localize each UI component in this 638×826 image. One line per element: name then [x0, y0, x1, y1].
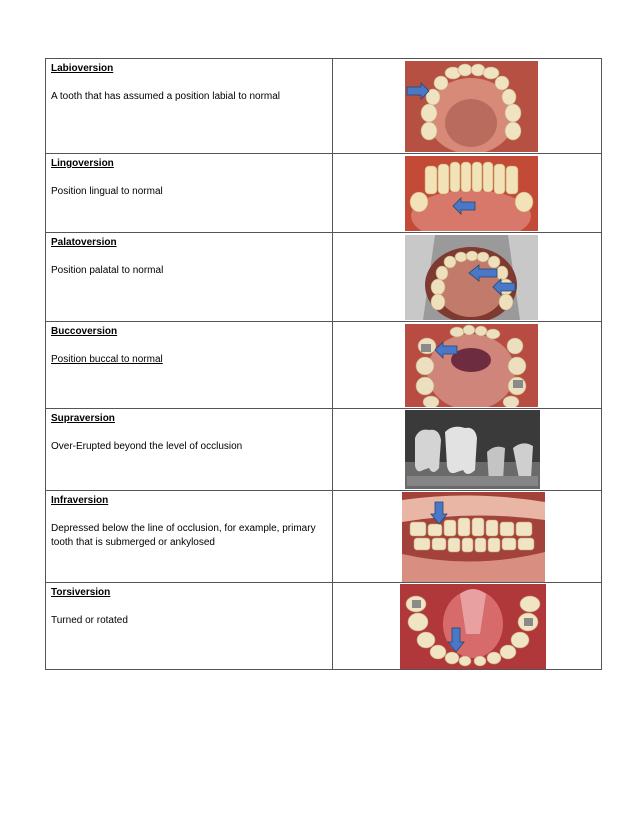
description-cell [46, 583, 333, 670]
image-cell [333, 409, 602, 491]
table-row [46, 322, 602, 409]
term-label: Palatoversion [51, 237, 117, 248]
term-label: Labioversion [51, 63, 114, 74]
description-cell [46, 233, 333, 322]
torsiversion-photo [400, 584, 546, 669]
description-cell [46, 409, 333, 491]
table-row [46, 409, 602, 491]
definition-text: A tooth that has assumed a position labial to normal [51, 91, 281, 102]
term-label: Buccoversion [51, 326, 118, 337]
term-label: Lingoversion [51, 158, 114, 169]
labioversion-photo [405, 61, 538, 152]
definition-text: Depressed below the line of occlusion, for example, primary tooth that is submerged or ankylosed [51, 523, 316, 548]
infraversion-photo [402, 492, 545, 582]
definition-text: Position palatal to normal [51, 265, 164, 276]
description-cell [46, 154, 333, 233]
definition-text: Over-Erupted beyond the level of occlusion [51, 441, 243, 452]
supraversion-radiograph [405, 410, 540, 489]
definition-text: Position buccal to normal [51, 354, 163, 365]
image-cell [333, 59, 602, 154]
description-cell [46, 322, 333, 409]
description-cell [46, 59, 333, 154]
table-row [46, 59, 602, 154]
buccoversion-photo [405, 324, 538, 407]
term-label: Torsiversion [51, 587, 111, 598]
palatoversion-photo [405, 235, 538, 320]
lingoversion-photo [405, 156, 538, 231]
image-cell [333, 233, 602, 322]
image-cell [333, 491, 602, 583]
image-cell [333, 154, 602, 233]
image-cell [333, 583, 602, 670]
table-row [46, 154, 602, 233]
table-row [46, 233, 602, 322]
term-label: Infraversion [51, 495, 109, 506]
table-row [46, 583, 602, 670]
malposition-table [45, 58, 602, 670]
definition-text: Turned or rotated [51, 615, 128, 626]
term-label: Supraversion [51, 413, 115, 424]
description-cell [46, 491, 333, 583]
table-row [46, 491, 602, 583]
image-cell [333, 322, 602, 409]
definition-text: Position lingual to normal [51, 186, 163, 197]
